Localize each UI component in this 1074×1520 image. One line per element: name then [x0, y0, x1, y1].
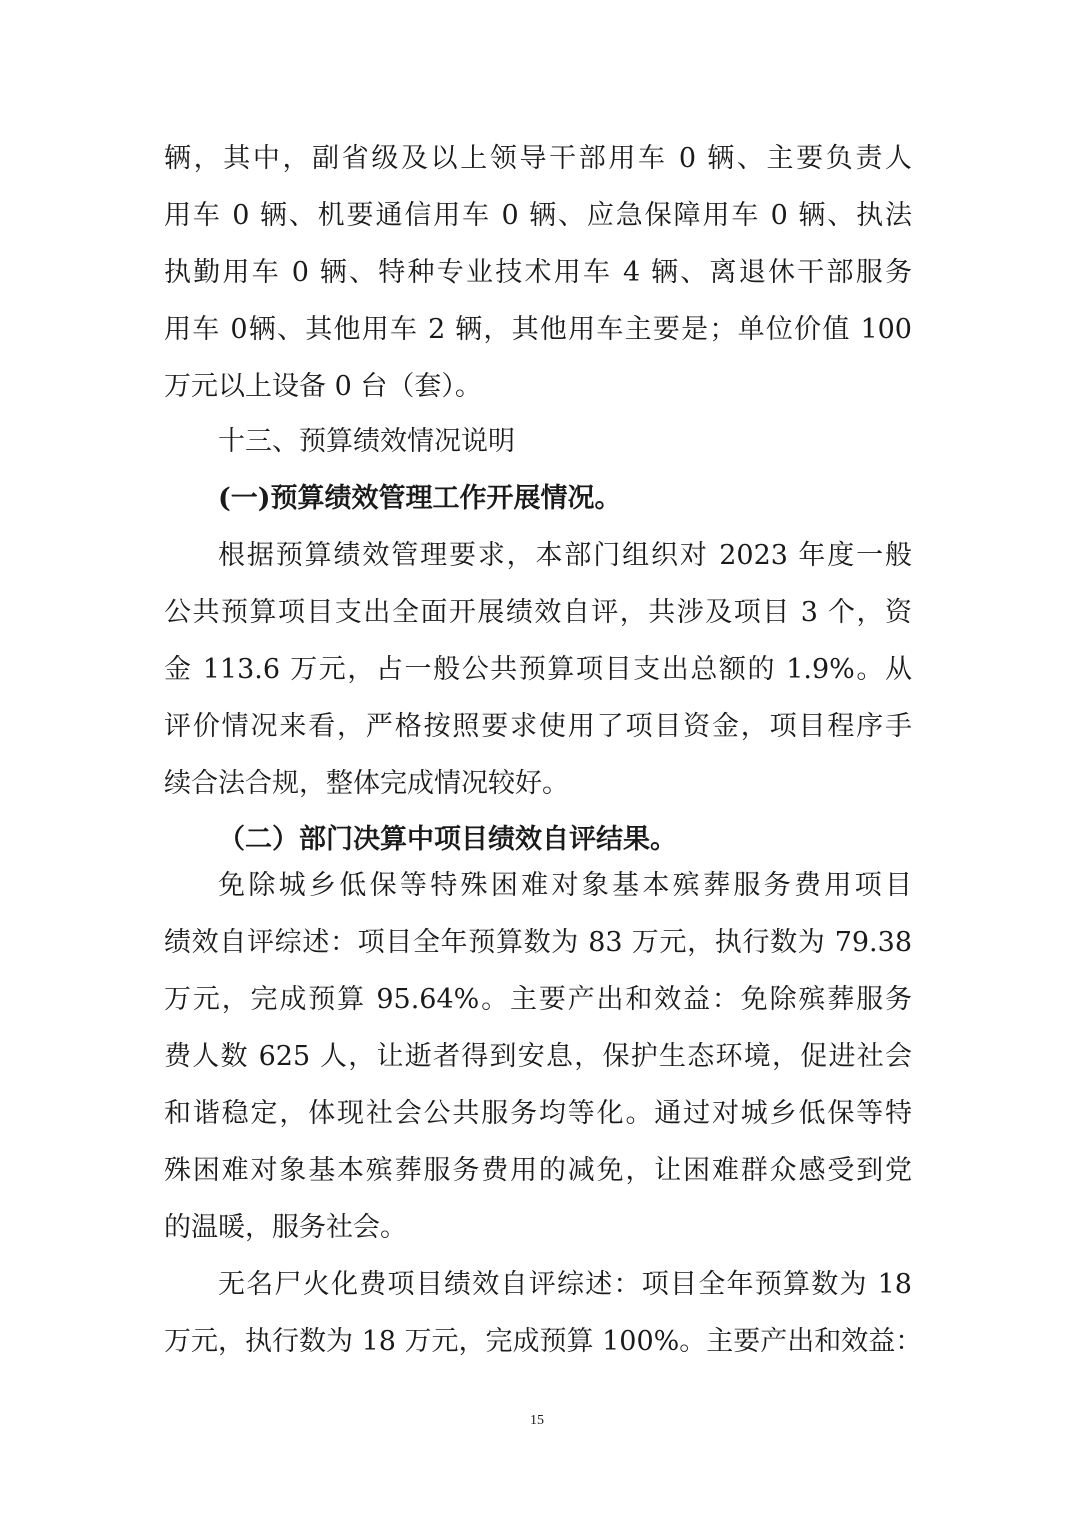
text-line: 的温暖，服务社会。 — [164, 1212, 407, 1243]
text-line: 执勤用车 0 辆、特种专业技术用车 4 辆、离退休干部服务 — [164, 257, 912, 288]
text-line: 评价情况来看，严格按照要求使用了项目资金，项目程序手 — [164, 711, 912, 742]
subsection-heading: （二）部门决算中项目绩效自评结果。 — [218, 824, 677, 855]
text-line: 公共预算项目支出全面开展绩效自评，共涉及项目 3 个，资 — [164, 597, 912, 628]
text-line: 万元以上设备 0 台（套）。 — [164, 371, 482, 402]
section-heading: 十三、预算绩效情况说明 — [218, 426, 515, 457]
text-line: 金 113.6 万元，占一般公共预算项目支出总额的 1.9%。从 — [164, 654, 912, 685]
text-line: 和谐稳定，体现社会公共服务均等化。通过对城乡低保等特 — [164, 1098, 912, 1129]
text-line: 无名尸火化费项目绩效自评综述：项目全年预算数为 18 — [218, 1269, 912, 1300]
text-line: 用车 0辆、其他用车 2 辆，其他用车主要是；单位价值 100 — [164, 314, 912, 345]
text-line: 绩效自评综述：项目全年预算数为 83 万元，执行数为 79.38 — [164, 927, 912, 958]
text-line: 万元，完成预算 95.64%。主要产出和效益：免除殡葬服务 — [164, 984, 912, 1015]
text-line: 续合法合规，整体完成情况较好。 — [164, 768, 569, 799]
text-line: 辆，其中，副省级及以上领导干部用车 0 辆、主要负责人 — [164, 143, 912, 174]
text-line: 万元，执行数为 18 万元，完成预算 100%。主要产出和效益： — [164, 1326, 923, 1357]
text-line: 殊困难对象基本殡葬服务费用的减免，让困难群众感受到党 — [164, 1155, 912, 1186]
text-line: 用车 0 辆、机要通信用车 0 辆、应急保障用车 0 辆、执法 — [164, 200, 912, 231]
text-line: 根据预算绩效管理要求，本部门组织对 2023 年度一般 — [218, 540, 912, 571]
page-number: 15 — [530, 1413, 544, 1428]
text-line: 免除城乡低保等特殊困难对象基本殡葬服务费用项目 — [218, 870, 912, 901]
subsection-heading: (一)预算绩效管理工作开展情况。 — [218, 483, 622, 514]
text-line: 费人数 625 人，让逝者得到安息，保护生态环境，促进社会 — [164, 1041, 912, 1072]
